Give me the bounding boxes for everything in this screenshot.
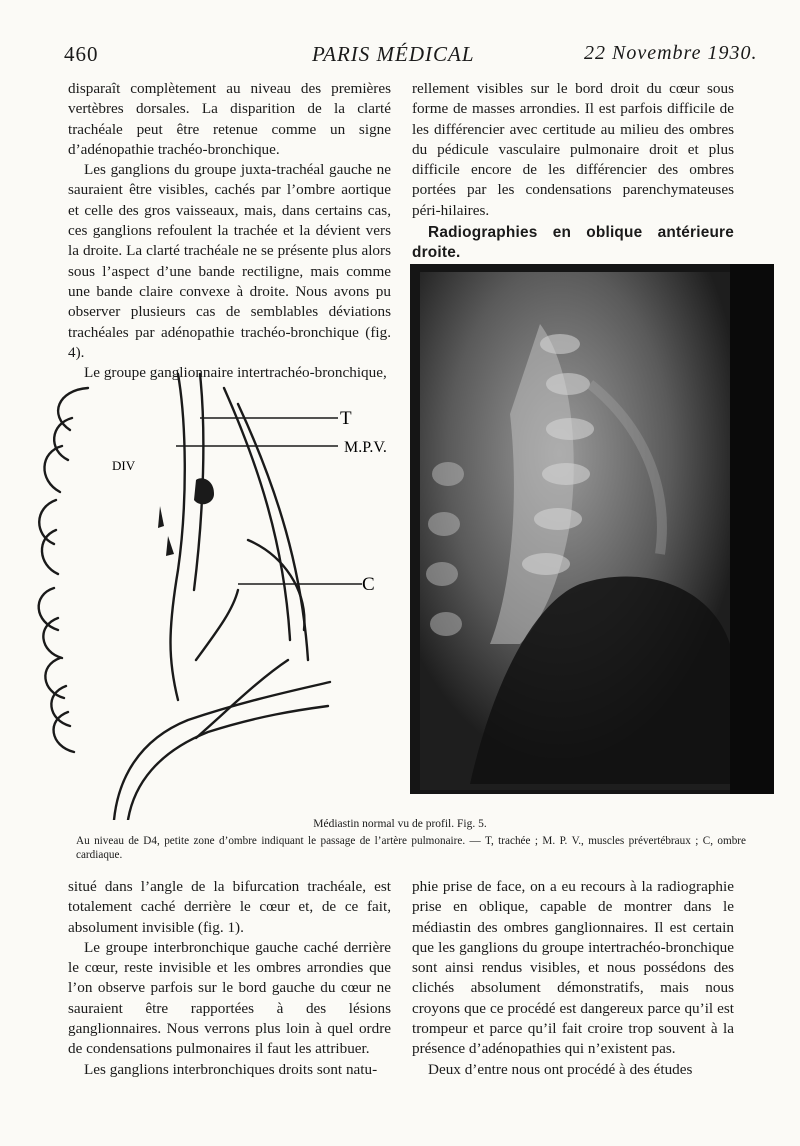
label-c: C: [362, 574, 375, 595]
top-left-column: [68, 79, 391, 383]
bottom-right-column: [412, 877, 734, 1080]
paragraph: phie prise de face, on a eu recours à la radiographie prise en oblique, capable de montrer dans le médiastin des ombres ganglionnaires. Il est certain que les ganglions du groupe intertrachéo-bronchique sont ainsi rendus visibles, et nous possédons des clichés absolument démonstratifs, mais nous croyons que ce procédé est dangereux parce qu’il est trompeur et parce qu’il fait croire trop souvent à la présence d’adénopathies qui n’existent pas.: [412, 878, 734, 1058]
page-number: 460: [64, 42, 99, 66]
figure-4-mediastinum-drawing: [28, 360, 408, 820]
label-d4: DIV: [112, 458, 136, 473]
journal-title: PARIS MÉDICAL: [312, 42, 475, 66]
paragraph: Le groupe ganglionnaire intertrachéo-bronchique,: [84, 364, 387, 382]
paragraph: situé dans l’angle de la bifurcation trachéale, est totalement caché derrière le cœur et, de ce fait, absolument invisible (fig. 1).: [68, 878, 391, 936]
paragraph: Deux d’entre nous ont procédé à des études: [428, 1060, 693, 1078]
paragraph: Les ganglions interbronchiques droits sont natu-: [84, 1060, 378, 1078]
figure-5-radiograph: [410, 264, 774, 794]
paragraph: disparaît complètement au niveau des premières vertèbres dorsales. La disparition de la clarté trachéale peut être retenue comme un signe d’adénopathie trachéo-bronchique.: [68, 80, 391, 158]
figure-5-caption: Médiastin normal vu de profil. Fig. 5.: [313, 818, 487, 830]
top-right-column: [412, 79, 734, 283]
paragraph: Les ganglions du groupe juxta-trachéal gauche ne sauraient être visibles, cachés par l’ombre aortique et celle des gros vaisseaux, mais, dans certains cas, ces ganglions refoulent la trachée et la dévient vers la droite. La clarté trachéale ne se présente plus alors sous l’aspect d’une bande rectiligne, mais comme une bande claire convexe à droite. Nous avons pu observer plusieurs cas de semblables déviations trachéales par adénopathie trachéo-bronchique (fig. 4).: [68, 161, 391, 361]
paragraph: rellement visibles sur le bord droit du cœur sous forme de masses arrondies. Il est parfois difficile de les différencier avec certitude au milieu des ombres du pédicule vasculaire pulmonaire droit et plus difficile encore de les différencier des ombres portées par les condensations parenchymateuses péri-hilaires.: [412, 80, 734, 219]
label-mpv: M.P.V.: [344, 439, 387, 456]
issue-date: 22 Novembre 1930.: [584, 42, 758, 64]
section-heading: Radiographies en oblique antérieure droite.: [412, 224, 734, 262]
paragraph: Le groupe interbronchique gauche caché derrière le cœur, reste invisible et les ombres arrondies que l’on observe parfois sur le bord gauche du cœur ne sauraient être rapportées à des lésions ganglionnaires. Nous verrons plus loin à quel ordre de condensations pulmonaires il faut les attribuer.: [68, 938, 391, 1058]
bottom-left-column: [68, 877, 391, 1080]
label-t: T: [340, 408, 352, 429]
figure-5-legend: Au niveau de D4, petite zone d’ombre indiquant le passage de l’artère pulmonaire. — T, trachée ; M. P. V., muscles prévertébraux ; C, ombre cardiaque.: [76, 835, 746, 861]
